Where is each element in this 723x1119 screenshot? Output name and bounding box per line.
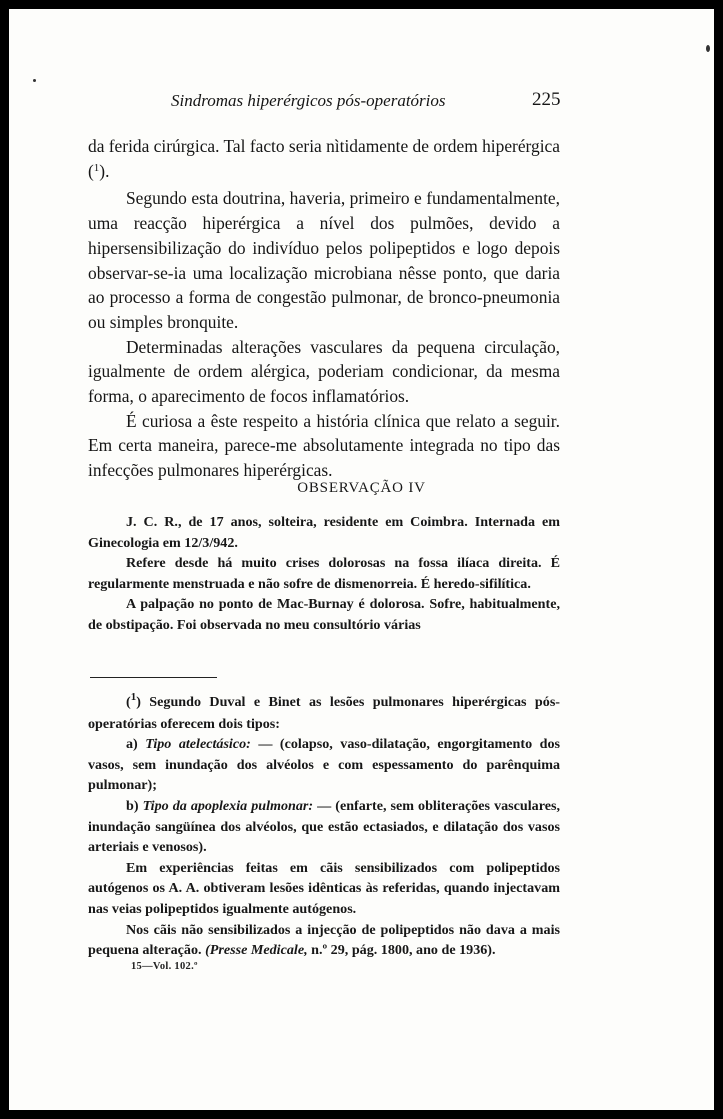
footnote-item-b: b) Tipo da apoplexia pulmonar: — (enfarte, sem obliterações vasculares, inundação sangüínea dos alvéolos, que estão ectasiados, e dilatação dos vasos arteriais e venosos). (88, 797, 560, 856)
footnote-item-b-title: Tipo da apoplexia pulmonar: (142, 797, 314, 814)
book-page (9, 9, 714, 1110)
paragraph-doctrine: Segundo esta doutrina, haveria, primeiro e fundamentalmente, uma reacção hiperérgica a nível dos pulmões, devido a hipersensibilização do indivíduo pelos polipeptidos e logo depois observar-se-ia uma localização microbiana nêsse ponto, que daria ao processo a forma de congestão pulmonar, de bronco-pneumonia ou simples bronquite. (88, 188, 560, 332)
footnote-marker: 1 (130, 691, 137, 703)
footnote-intro: ($^1$) Segundo Duval e Binet as lesões pulmonares hiperérgicas pós-operatórias oferecem dois tipos: (88, 691, 560, 732)
speck-mark (33, 79, 36, 82)
paragraph-vascular: Determinadas alterações vasculares da pequena circulação, igualmente de ordem alérgica, poderiam condicionar, da mesma forma, o aparecimento de focos inflamatórios. (88, 336, 560, 407)
footnote (88, 692, 560, 961)
page-number: 225 (532, 89, 561, 110)
speck-mark (706, 45, 710, 52)
footnote-divider (90, 677, 217, 678)
footnote-item-a-title: Tipo atelectásico: (145, 736, 251, 753)
main-text (88, 134, 560, 483)
paragraph-continuation: da ferida cirúrgica. Tal facto seria nìtidamente de ordem hiperérgica ($^1$). (88, 136, 560, 181)
signature-mark: 15—Vol. 102.º (131, 961, 198, 972)
running-title: Sindromas hiperérgicos pós-operatórios (171, 91, 446, 110)
footnote-item-a: a) Tipo atelectásico: — (colapso, vaso-dilatação, engorgitamento dos vasos, sem inundação dos alvéolos e com espessamento do parênquima pulmonar); (88, 736, 560, 794)
observation-paragraph: A palpação no ponto de Mac-Burnay é dolorosa. Sofre, habitualmente, de obstipação. Foi observada no meu consultório várias (88, 596, 560, 633)
footnote-experiments: Em experiências feitas em cãis sensibilizados com polipeptidos autógenos os A. A. obtiveram lesões idênticas às referidas, quando injectavam nas veias polipeptidos igualmente autógenos. (88, 859, 560, 917)
observation-paragraph: Refere desde há muito crises dolorosas na fossa ilíaca direita. É regularmente menstruada e não sofre de dismenorreia. É heredo-sifilítica. (88, 555, 560, 592)
footnote-reference[interactable]: 1 (93, 161, 100, 174)
footnote-control: Nos cãis não sensibilizados a injecção de polipeptidos não dava a mais pequena alteração. (Presse Medicale, n.º 29, pág. 1800, ano de 1936). (88, 921, 560, 959)
paragraph-case-intro: É curiosa a êste respeito a história clínica que relato a seguir. Em certa maneira, parece-me absolutamente integrada no tipo das infecções pulmonares hiperérgicas. (88, 410, 560, 481)
observation-text (88, 512, 560, 636)
observation-title: OBSERVAÇÃO IV (297, 480, 426, 496)
observation-paragraph: J. C. R., de 17 anos, solteira, residente em Coimbra. Internada em Ginecologia em 12/3/942. (88, 514, 560, 551)
page-header (9, 87, 714, 117)
footnote-source: (Presse Medicale, (205, 942, 308, 959)
